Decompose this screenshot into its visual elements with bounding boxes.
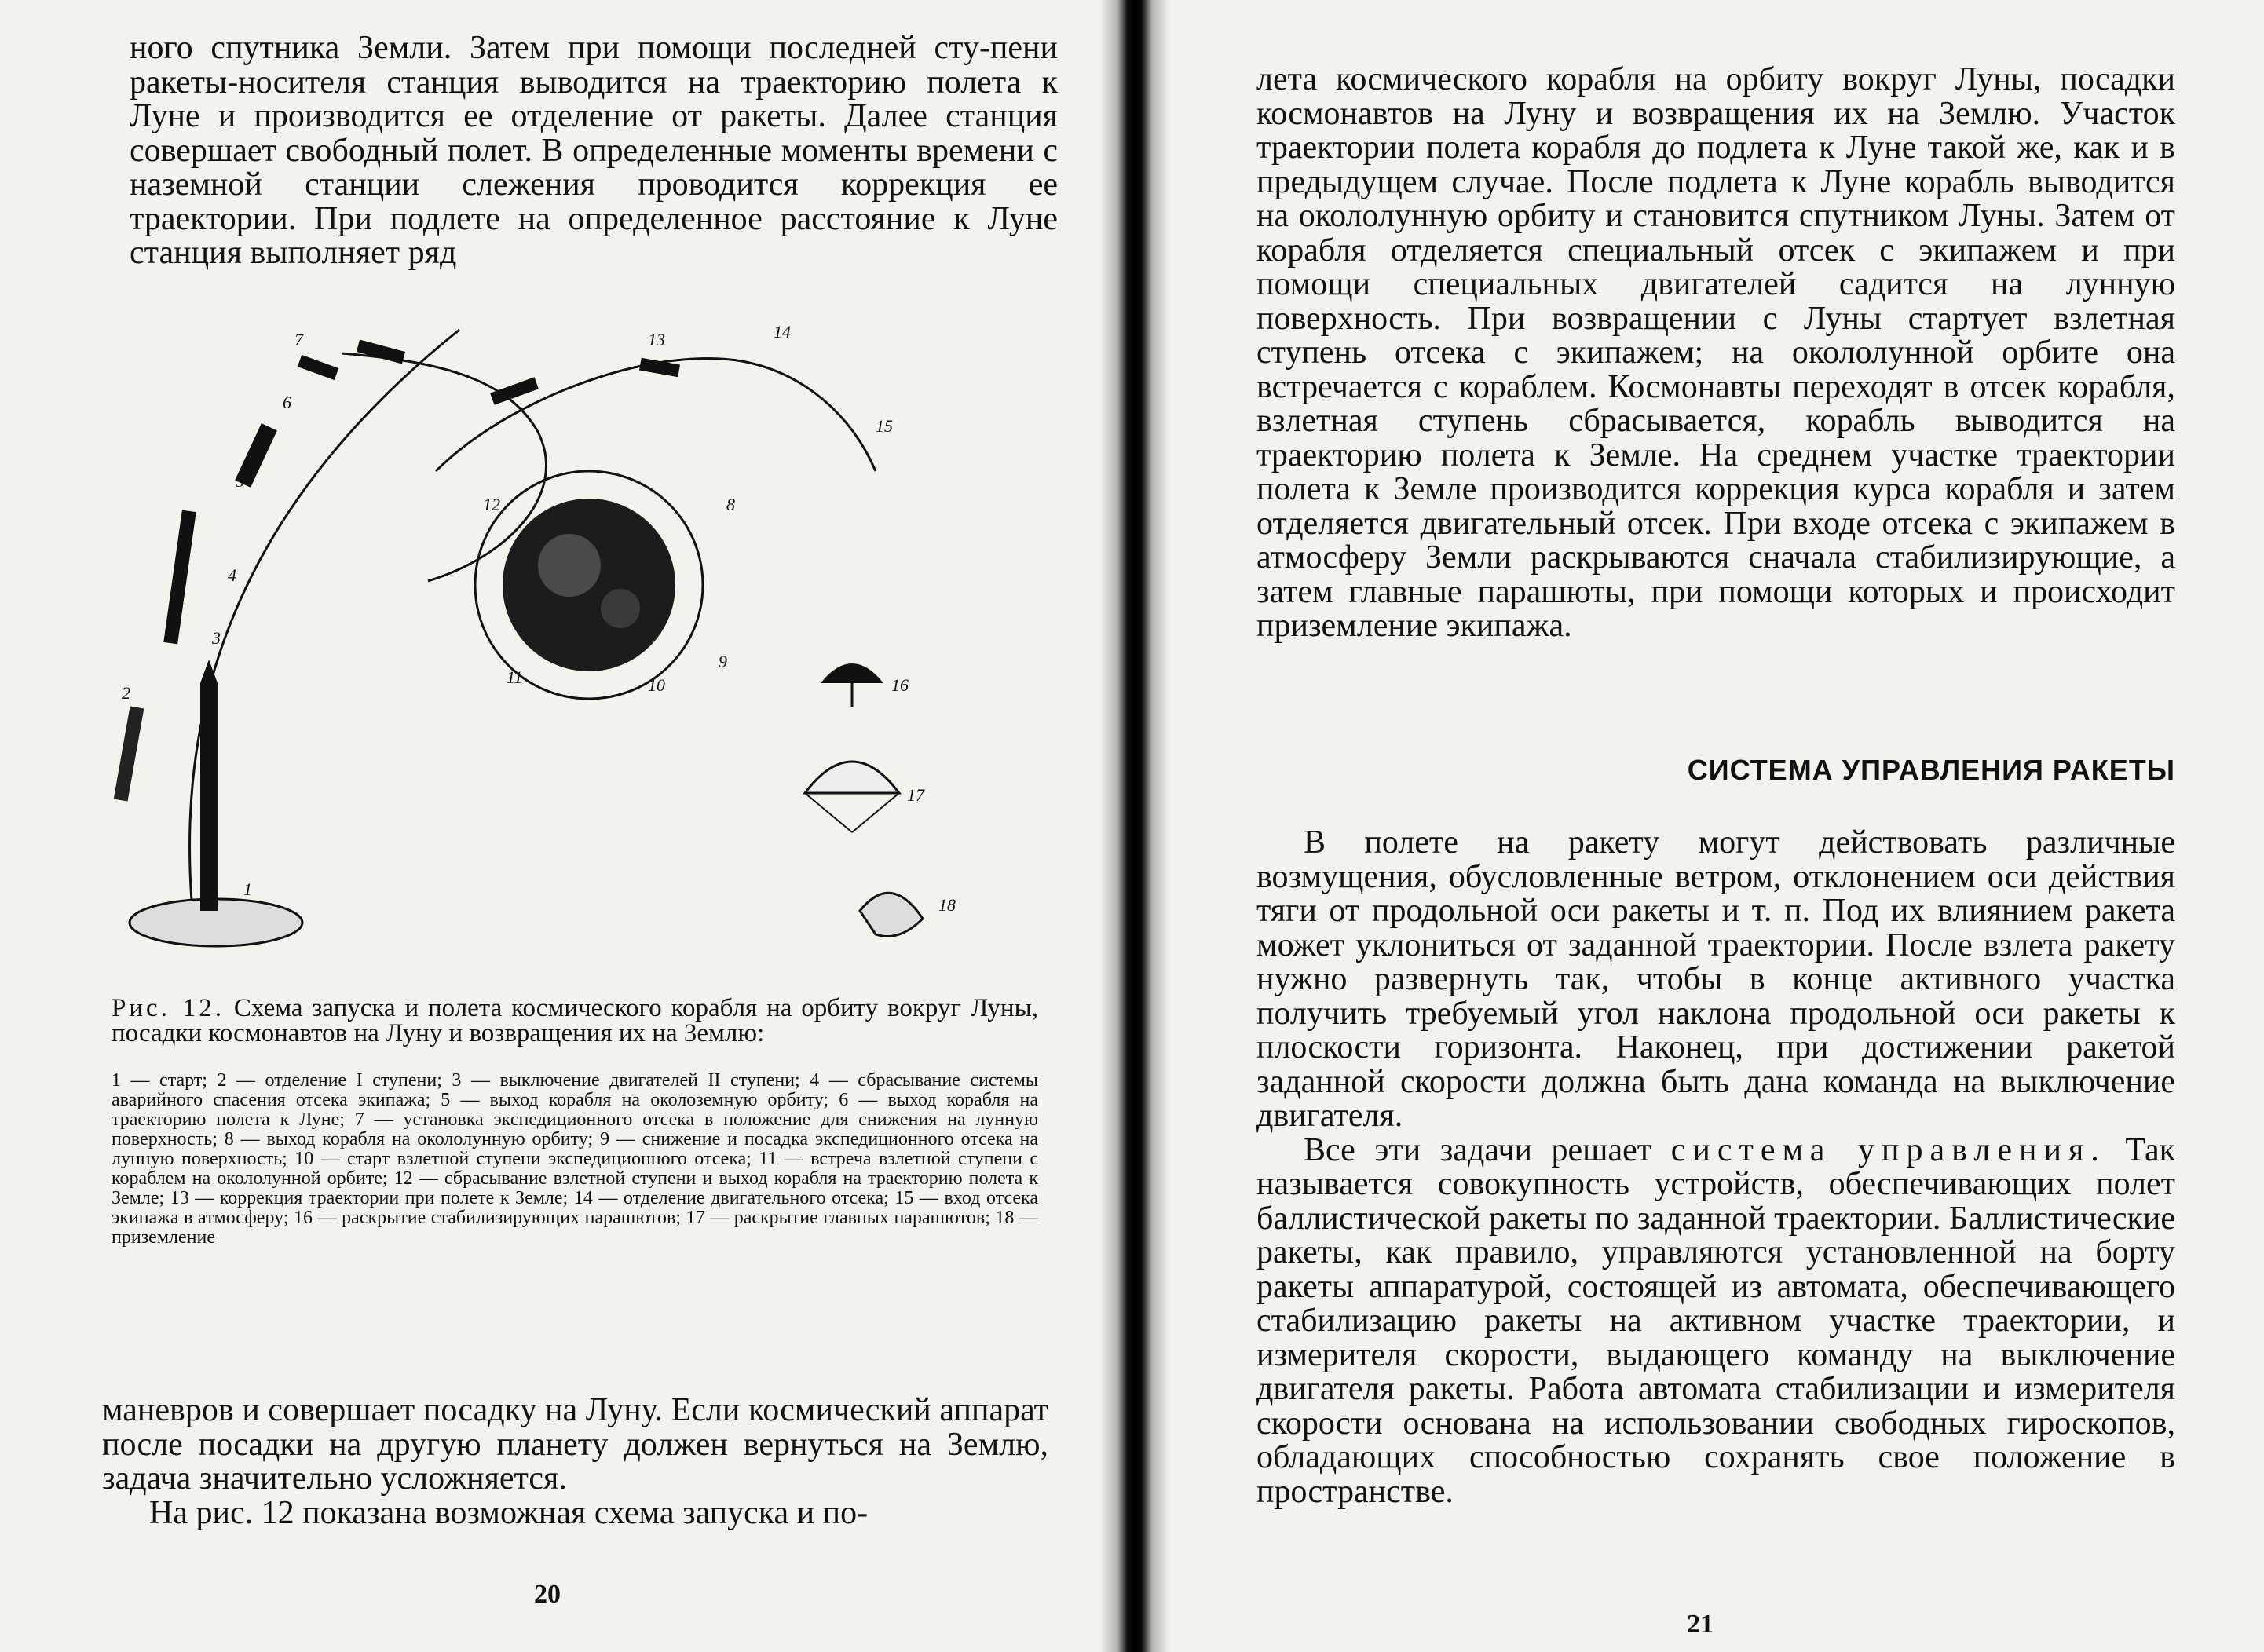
figure-caption-label: Рис. 12. (112, 994, 225, 1022)
left-top-paragraph (130, 31, 1058, 271)
label-16: 16 (891, 675, 909, 695)
right-paragraph-2 (1256, 1131, 2175, 1510)
label-12: 12 (483, 495, 500, 514)
spacecraft-13 (490, 377, 539, 405)
main-parachute (805, 762, 899, 793)
label-6: 6 (283, 393, 291, 412)
left-bottom-paragraph-1: маневров и совершает посадку на Луну. Если космический аппарат после посадки на другую планету должен вернуться на Землю, задача значительно усложняется. (102, 1392, 1048, 1497)
label-10: 10 (648, 675, 665, 695)
label-17: 17 (907, 785, 924, 805)
left-top-paragraph-text: ного спутника Земли. Затем при помощи последней сту-пени ракеты-носителя станция выводится на траекторию полета к Луне и производится ее отделение от ракеты. Далее станция совершает свободный полет. В определенные моменты времени с наземной станции слежения проводится коррекция ее траектории. При подлете на определенное расстояние к Луне станция выполняет ряд (130, 30, 1058, 271)
section-heading: СИСТЕМА УПРАВЛЕНИЯ РАКЕТЫ (1687, 754, 2175, 786)
figure-caption (112, 996, 1038, 1046)
right-paragraph-2-start: Все эти задачи решает (1304, 1131, 1671, 1168)
moon-crater (601, 589, 640, 628)
label-7: 7 (294, 330, 303, 349)
return-path (436, 359, 876, 471)
label-14: 14 (774, 322, 791, 342)
right-paragraph-1: В полете на ракету могут действовать различные возмущения, обусловленные ветром, отклонением оси действия тяги от продольной оси ракеты и т. п. Под их влиянием ракета может уклониться от заданной траектории. После взлета ракету нужно развернуть так, чтобы в конце активного участка получить требуемый угол наклона продольной оси ракеты к плоскости горизонта. Наконец, при достижении ракетой заданной скорости должна быть дана команда на выключение двигателя. (1256, 824, 2175, 1134)
label-3: 3 (212, 628, 221, 648)
landing-capsule (860, 893, 923, 936)
label-1: 1 (243, 879, 252, 899)
rocket-stage-2 (163, 510, 196, 645)
spacecraft-7 (357, 340, 405, 364)
spacecraft-6 (298, 355, 338, 380)
rocket-stage-1 (200, 683, 218, 911)
right-paragraph-2-rest: Так называется совокупность устройств, обеспечивающих полет баллистической ракеты по заданной траектории. Баллистические ракеты, как правило, управляются установленной на борту ракеты аппаратурой, состоящей из автомата, обеспечивающего стабилизацию ракеты на активном участке траектории, и измерителя скорости, выдающего команду на выключение двигателя ракеты. Работа автомата стабилизации и измерителя скорости основана на использовании свободных гироскопов, обладающих способностью сохранять свое положение в пространстве. (1256, 1131, 2175, 1510)
figure-legend: 1 — старт; 2 — отделение I ступени; 3 — выключение двигателей II ступени; 4 — сбрасывание системы аварийного спасения отсека экипажа; 5 — выход корабля на околоземную орбиту; 6 — выход корабля на траекторию полета к Луне; 7 — установка экспедиционного отсека в положение для снижения на лунную поверхность; 8 — выход корабля на окололунную орбиту; 9 — снижение и посадка экспедиционного отсека на лунную поверхность; 10 — старт взлетной ступени экспедиционного отсека; 11 — встреча взлетной ступени с кораблем на окололунной орбите; 12 — сбрасывание взлетной ступени и выход корабля на траекторию полета к Земле; 13 — коррекция траектории при полете к Земле; 14 — отделение двигательного отсека; 15 — вход отсека экипажа в атмосферу; 16 — раскрытие стабилизирующих парашютов; 17 — раскрытие главных парашютов; 18 — приземление (112, 1070, 1038, 1248)
launch-trajectory (190, 330, 459, 911)
left-bottom-paragraph (102, 1394, 1048, 1530)
label-15: 15 (876, 416, 893, 436)
figure-caption-text: Схема запуска и полета космического корабля на орбиту вокруг Луны, посадки космонавтов на Луну и возвращения их на Землю: (112, 994, 1038, 1047)
right-bottom-paragraphs (1256, 826, 2175, 1509)
label-8: 8 (726, 495, 735, 514)
moon-crater (538, 534, 601, 597)
right-page-number: 21 (1687, 1610, 1714, 1639)
separated-stage (114, 706, 144, 801)
mission-scheme-svg (98, 314, 1056, 974)
system-control-term: система управления. (1670, 1131, 2106, 1168)
right-top-paragraph-text: лета космического корабля на орбиту вокруг Луны, посадки космонавтов на Луну и возвращения их на Землю. Участок траектории полета корабля до подлета к Луне такой же, как и в предыдущем случае. После подлета к Луне корабль выводится на окололунную орбиту и становится спутником Луны. Затем от корабля отделяется специальный отсек с экипажем и при помощи специальных двигателей садится на лунную поверхность. При возвращении с Луны стартует взлетная ступень отсека с экипажем; на окололунной орбите она встречается с кораблем. Космонавты переходят в отсек корабля, взлетная ступень сбрасывается, корабль выводится на траекторию полета к Земле. На среднем участке траектории полета к Земле производится коррекция курса корабля и затем отделяется двигательный отсек. При входе отсека с экипажем в атмосферу Земли раскрываются сначала стабилизирующие, а затем главные парашюты, при помощи которых и происходит приземление экипажа. (1256, 61, 2175, 644)
label-5: 5 (236, 471, 244, 491)
label-2: 2 (122, 683, 130, 703)
label-9: 9 (719, 652, 727, 671)
label-4: 4 (228, 565, 236, 585)
label-13: 13 (648, 330, 665, 349)
figure-12-diagram (98, 314, 1056, 974)
left-page-number: 20 (534, 1580, 561, 1609)
label-18: 18 (938, 895, 956, 915)
label-11: 11 (507, 667, 523, 687)
stabilizing-parachute (821, 663, 883, 683)
right-top-paragraph (1256, 63, 2175, 644)
left-bottom-paragraph-2: На рис. 12 показана возможная схема запуска и по- (149, 1494, 869, 1531)
